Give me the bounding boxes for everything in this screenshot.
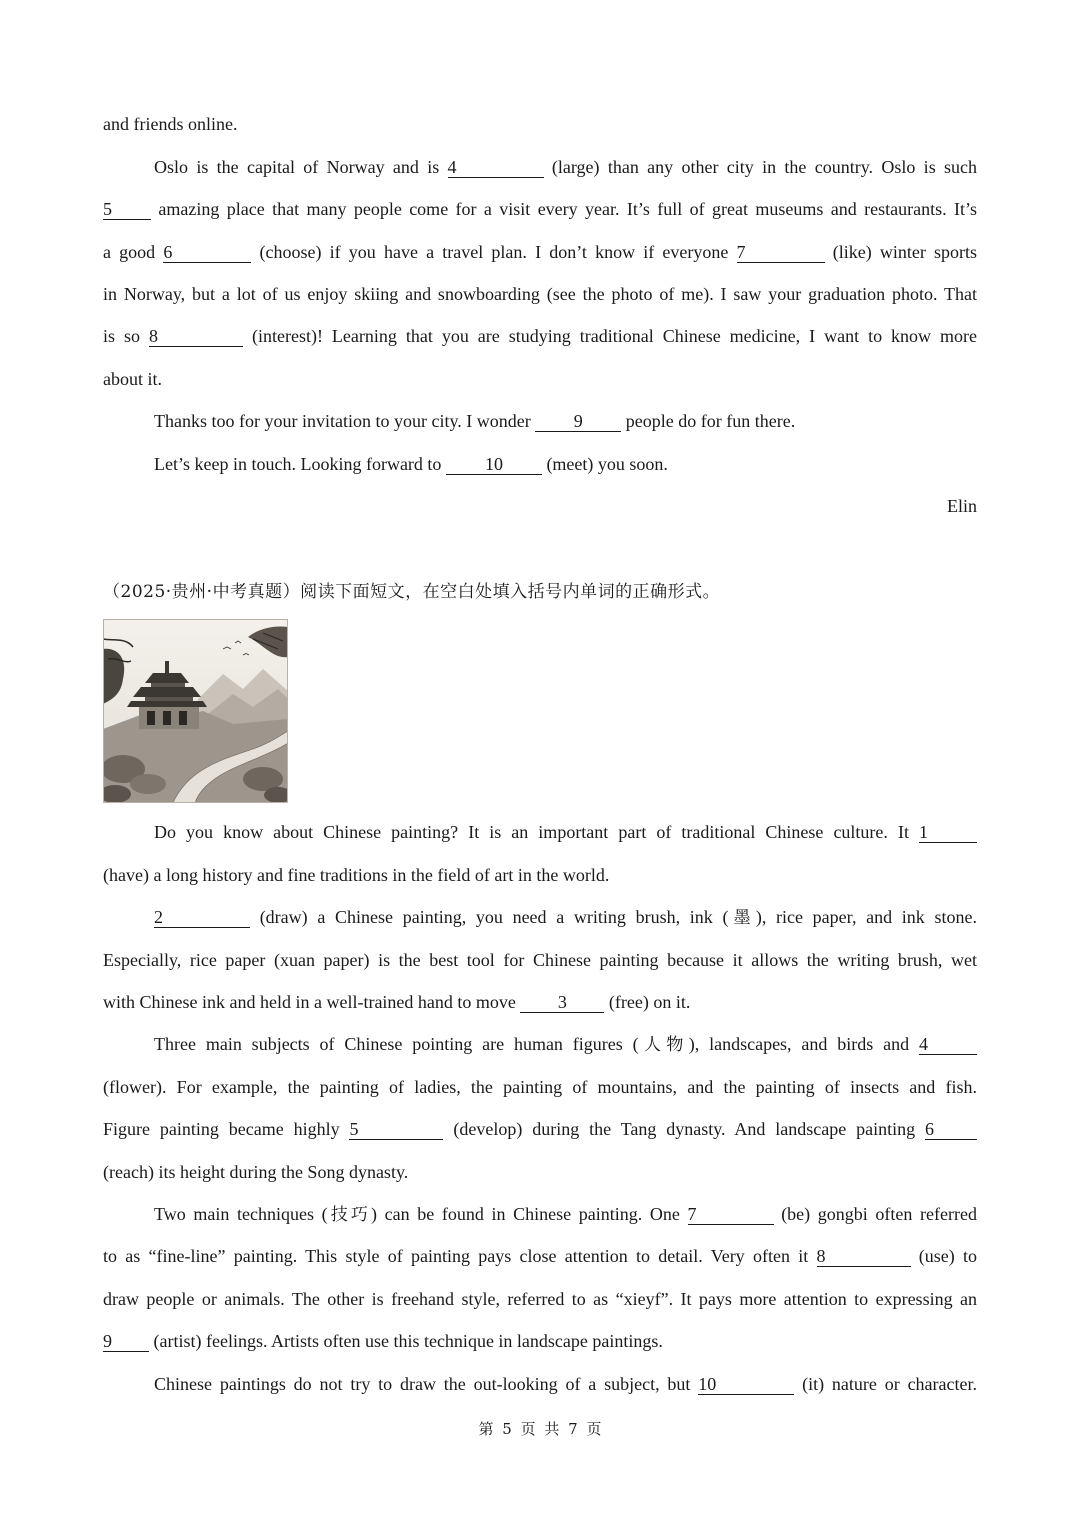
blank-3[interactable]: 3 bbox=[520, 992, 604, 1013]
blank-6[interactable]: 6 bbox=[163, 242, 251, 263]
text: 墨 bbox=[728, 908, 756, 928]
text: a good bbox=[103, 242, 156, 262]
text: (develop) during the Tang dynasty. And landscape painting bbox=[453, 1119, 916, 1139]
passage1-line bbox=[103, 196, 977, 222]
text: Three main subjects of Chinese pointing are human figures ( bbox=[154, 1034, 639, 1054]
blank-8[interactable]: 8 bbox=[149, 326, 243, 347]
blank-10[interactable]: 10 bbox=[446, 454, 542, 475]
passage2-line bbox=[103, 1116, 977, 1142]
text: (flower). For example, the painting of ladies, the painting of mountains, and the painting of insects and fish. bbox=[103, 1077, 977, 1097]
blank-4[interactable]: 4 bbox=[919, 1034, 977, 1055]
text: (like) winter sports bbox=[832, 242, 978, 262]
passage1-line bbox=[103, 323, 977, 349]
passage2-line bbox=[103, 1074, 977, 1100]
text: (it) nature or character. bbox=[802, 1374, 978, 1394]
text: Chinese paintings do not try to draw the out-looking of a subject, but bbox=[154, 1374, 691, 1394]
text: 人物 bbox=[638, 1035, 689, 1055]
text: Two main techniques ( bbox=[154, 1204, 328, 1224]
blank-9[interactable]: 9 bbox=[535, 411, 621, 432]
blank-1[interactable]: 1 bbox=[919, 822, 977, 843]
text: (large) than any other city in the country. Oslo is such bbox=[551, 157, 978, 177]
passage2-line bbox=[154, 1031, 977, 1058]
passage2-line bbox=[103, 1243, 977, 1269]
text: (reach) its height during the Song dynasty. bbox=[103, 1162, 409, 1182]
text: with Chinese ink and held in a well-trained hand to move bbox=[103, 992, 516, 1012]
passage2-line bbox=[154, 1201, 977, 1228]
text: Do you know about Chinese painting? It is an important part of traditional Chinese culture. It bbox=[154, 822, 909, 842]
text: in Norway, but a lot of us enjoy skiing and snowboarding (see the photo of me). I saw your graduation photo. That bbox=[103, 284, 977, 304]
passage2-line bbox=[103, 862, 977, 888]
text: Let’s keep in touch. Looking forward to bbox=[154, 454, 442, 474]
blank-2[interactable]: 2 bbox=[154, 907, 250, 928]
text: ) can be found in Chinese painting. One bbox=[371, 1204, 680, 1224]
text: Oslo is the capital of Norway and is bbox=[154, 157, 440, 177]
text: ), landscapes, and birds and bbox=[688, 1034, 910, 1054]
passage1-line bbox=[154, 154, 977, 180]
text: (choose) if you have a travel plan. I don’t know if everyone bbox=[259, 242, 729, 262]
text: (free) on it. bbox=[608, 992, 691, 1012]
passage2-line bbox=[103, 1159, 977, 1185]
text: (artist) feelings. Artists often use this technique in landscape paintings. bbox=[153, 1331, 663, 1351]
section-heading: （2025·贵州·中考真题）阅读下面短文，在空白处填入括号内单词的正确形式。 bbox=[103, 582, 721, 602]
passage2-line bbox=[154, 819, 977, 845]
blank-6[interactable]: 6 bbox=[925, 1119, 977, 1140]
passage1-line bbox=[103, 366, 977, 392]
text: (be) gongbi often referred bbox=[781, 1204, 978, 1224]
passage2-line bbox=[103, 1328, 977, 1354]
blank-10[interactable]: 10 bbox=[698, 1374, 794, 1395]
text: (interest)! Learning that you are studying traditional Chinese medicine, I want to know more bbox=[251, 326, 978, 346]
passage2-line bbox=[154, 1371, 977, 1397]
text: amazing place that many people come for a visit every year. It’s full of great museums and restaurants. It’s bbox=[158, 199, 977, 219]
text: (use) to bbox=[918, 1246, 978, 1266]
passage1-line bbox=[103, 281, 977, 307]
text: to as “fine-line” painting. This style of painting pays close attention to detail. Very often it bbox=[103, 1246, 809, 1266]
page-number: 第 5 页 共 7 页 bbox=[478, 1420, 602, 1438]
blank-9[interactable]: 9 bbox=[103, 1331, 149, 1352]
passage2-line bbox=[103, 989, 977, 1015]
signature: Elin bbox=[947, 496, 977, 516]
text: Especially, rice paper (xuan paper) is the best tool for Chinese painting because it allows the writing brush, wet bbox=[103, 950, 977, 970]
blank-5[interactable]: 5 bbox=[103, 199, 151, 220]
passage1-line bbox=[154, 451, 977, 477]
text: 技巧 bbox=[327, 1205, 372, 1225]
text: (meet) you soon. bbox=[546, 454, 668, 474]
blank-4[interactable]: 4 bbox=[448, 157, 544, 178]
passage2-line bbox=[103, 947, 977, 973]
text: Thanks too for your invitation to your city. I wonder bbox=[154, 411, 531, 431]
blank-7[interactable]: 7 bbox=[737, 242, 825, 263]
text: ), rice paper, and ink stone. bbox=[755, 907, 977, 927]
text: and friends online. bbox=[103, 114, 238, 134]
text: (draw) a Chinese painting, you need a writing brush, ink ( bbox=[259, 907, 729, 927]
text: draw people or animals. The other is freehand style, referred to as “xieyf”. It pays more attention to expressing an bbox=[103, 1289, 977, 1309]
text: people do for fun there. bbox=[625, 411, 796, 431]
passage1-line bbox=[103, 239, 977, 265]
passage1-line bbox=[154, 408, 977, 434]
blank-5[interactable]: 5 bbox=[349, 1119, 443, 1140]
chinese-landscape-painting-image bbox=[103, 619, 288, 803]
passage1-line bbox=[103, 111, 977, 137]
passage2-line bbox=[154, 904, 977, 931]
text: (have) a long history and fine traditions in the field of art in the world. bbox=[103, 865, 610, 885]
text: is so bbox=[103, 326, 140, 346]
passage2-line bbox=[103, 1286, 977, 1312]
blank-8[interactable]: 8 bbox=[817, 1246, 911, 1267]
blank-7[interactable]: 7 bbox=[688, 1204, 774, 1225]
text: Figure painting became highly bbox=[103, 1119, 340, 1139]
text: about it. bbox=[103, 369, 162, 389]
